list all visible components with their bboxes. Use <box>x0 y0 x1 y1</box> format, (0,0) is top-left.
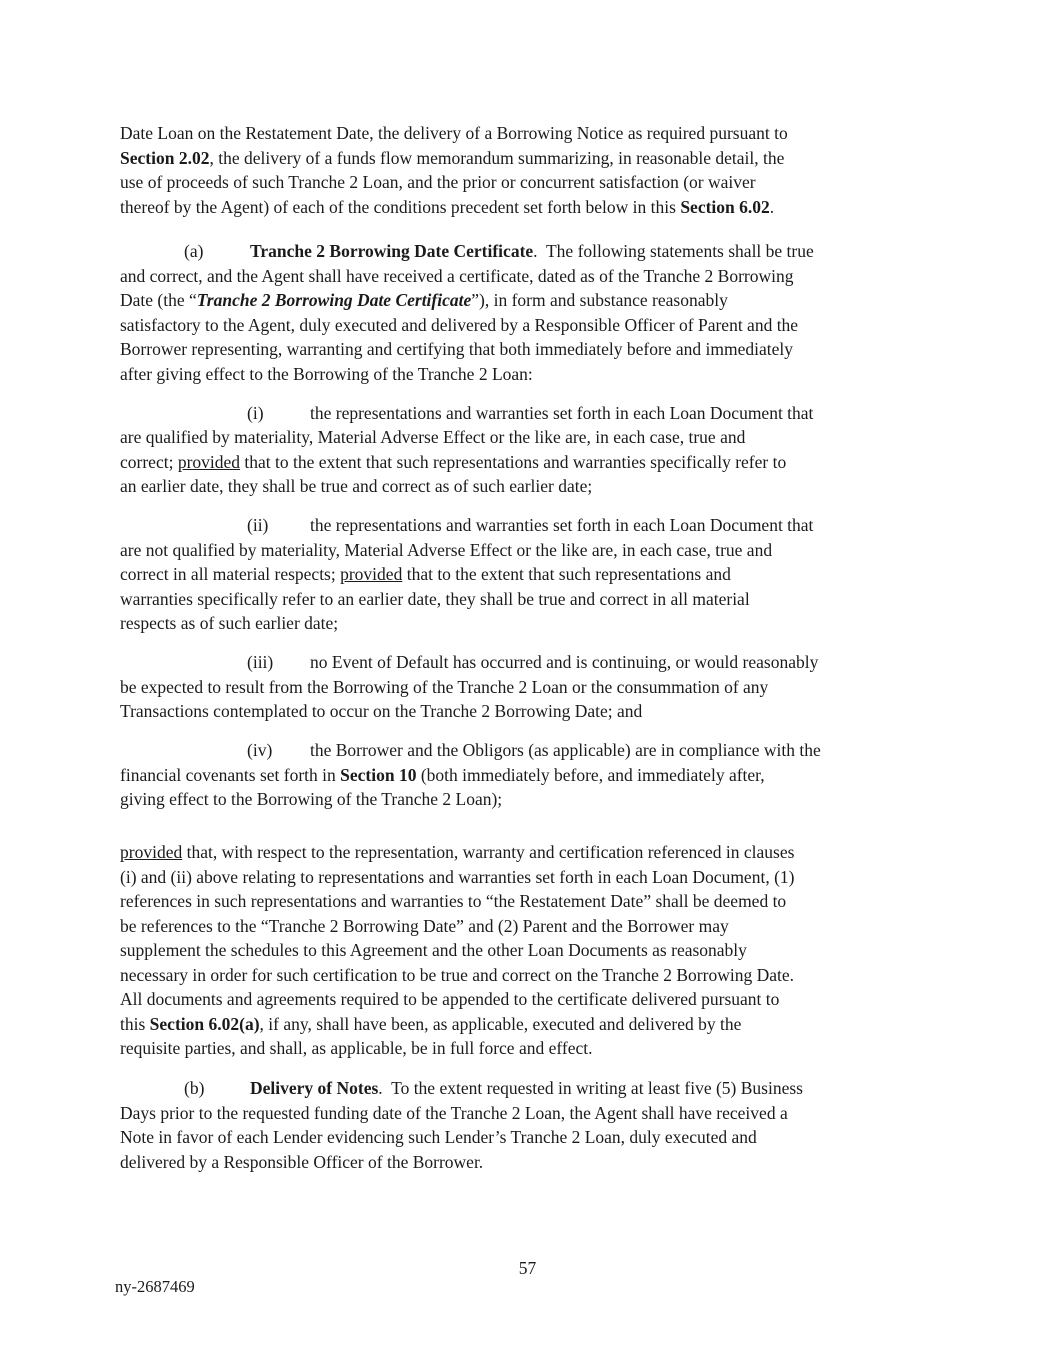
text-run: the representations and warranties set forth in each Loan Document that <box>310 402 814 423</box>
text-line <box>120 264 935 289</box>
clause-label: (iv) <box>247 740 273 760</box>
proviso-term: provided <box>120 842 183 862</box>
paragraph-b-delivery-of-notes <box>120 1076 935 1174</box>
text-line <box>120 1036 935 1061</box>
text-line <box>120 337 935 362</box>
clause-label: (a) <box>184 241 204 261</box>
text-run: . The following statements shall be true <box>533 241 814 261</box>
section-ref: Section 10 <box>340 764 417 785</box>
text-line <box>120 987 935 1012</box>
text-run: after giving effect to the Borrowing of the Tranche 2 Loan: <box>120 363 533 384</box>
text-run: (both immediately before, and immediately after, <box>416 764 765 785</box>
text-line <box>120 239 935 264</box>
text-run: delivered by a Responsible Officer of the Borrower. <box>120 1151 484 1172</box>
text-line <box>120 787 935 812</box>
proviso-term: provided <box>177 451 241 472</box>
text-line <box>120 121 935 146</box>
text-run: the representations and warranties set forth in each Loan Document that <box>310 515 814 535</box>
text-line <box>120 914 935 939</box>
text-run: references in such representations and warranties to “the Restatement Date” shall be deemed to <box>120 891 787 911</box>
text-line <box>120 513 935 538</box>
text-run: necessary in order for such certification to be true and correct on the Tranche 2 Borrowing Date. <box>120 964 794 985</box>
text-run: Note in favor of each Lender evidencing such Lender’s Tranche 2 Loan, duly executed and <box>120 1127 757 1147</box>
text-run: an earlier date, they shall be true and correct as of such earlier date; <box>120 476 593 496</box>
text-line <box>120 650 935 675</box>
text-line <box>120 840 935 865</box>
text-line <box>120 425 935 450</box>
text-run: Borrower representing, warranting and certifying that both immediately before and immediately <box>120 339 794 359</box>
text-line <box>120 195 935 220</box>
text-line <box>120 889 935 914</box>
text-run: thereof by the Agent) of each of the conditions precedent set forth below in this <box>120 196 681 217</box>
paragraph-continuation <box>120 121 935 219</box>
text-run: (i) and (ii) above relating to representations and warranties set forth in each Loan Document, (1) <box>120 866 795 887</box>
text-line <box>120 699 935 724</box>
text-run: that to the extent that such representations and <box>402 564 731 584</box>
text-line <box>120 938 935 963</box>
clause-iii <box>120 650 935 724</box>
clause-label: (iii) <box>247 652 274 672</box>
text-run: financial covenants set forth in <box>120 764 341 785</box>
text-line <box>120 1076 935 1101</box>
text-run: be expected to result from the Borrowing of the Tranche 2 Loan or the consummation of any <box>120 676 769 697</box>
text-line <box>120 611 935 636</box>
text-line <box>120 538 935 563</box>
text-run: . To the extent requested in writing at least five (5) Business <box>378 1078 803 1098</box>
heading-term: Delivery of Notes <box>250 1078 379 1098</box>
text-line <box>120 865 935 890</box>
text-run: correct in all material respects; <box>120 564 341 584</box>
proviso-term: provided <box>340 564 403 584</box>
text-run: warranties specifically refer to an earlier date, they shall be true and correct in all material <box>120 588 750 609</box>
document-text <box>120 121 935 1174</box>
text-run: this <box>120 1013 150 1034</box>
text-run: Days prior to the requested funding date of the Tranche 2 Loan, the Agent shall have received a <box>120 1102 788 1123</box>
section-ref: Section 6.02 <box>680 196 770 217</box>
text-line <box>120 170 935 195</box>
text-line <box>120 1150 935 1175</box>
clause-ii <box>120 513 935 636</box>
text-run: , if any, shall have been, as applicable, executed and delivered by the <box>259 1013 742 1034</box>
text-line <box>120 474 935 499</box>
paragraph-proviso <box>120 840 935 1061</box>
text-line <box>120 450 935 475</box>
text-line <box>120 401 935 426</box>
text-run: the Borrower and the Obligors (as applicable) are in compliance with the <box>310 740 821 760</box>
text-line <box>120 963 935 988</box>
text-line <box>120 738 935 763</box>
text-run: are not qualified by materiality, Material Adverse Effect or the like are, in each case, true and <box>120 539 773 560</box>
text-line <box>120 675 935 700</box>
text-run: satisfactory to the Agent, duly executed and delivered by a Responsible Officer of Parent and the <box>120 314 799 335</box>
text-line <box>120 146 935 171</box>
page-number: 57 <box>518 1258 537 1278</box>
text-line <box>120 587 935 612</box>
text-run: that to the extent that such representations and warranties specifically refer to <box>240 451 787 472</box>
text-run: be references to the “Tranche 2 Borrowing Date” and (2) Parent and the Borrower may <box>120 915 729 936</box>
text-run: Date (the “ <box>120 290 197 310</box>
text-line <box>120 288 935 313</box>
text-run: , the delivery of a funds flow memorandum summarizing, in reasonable detail, the <box>209 147 785 168</box>
text-run: are qualified by materiality, Material Adverse Effect or the like are, in each case, true and <box>120 427 746 447</box>
text-run: that, with respect to the representation, warranty and certification referenced in clauses <box>182 842 795 862</box>
text-run: correct; <box>120 451 178 472</box>
defined-term: Tranche 2 Borrowing Date Certificate <box>196 290 472 310</box>
text-run: supplement the schedules to this Agreement and the other Loan Documents as reasonably <box>120 940 747 960</box>
text-run: and correct, and the Agent shall have received a certificate, dated as of the Tranche 2 Borrowing <box>120 265 794 286</box>
text-run: ”), in form and substance reasonably <box>471 290 728 310</box>
text-line <box>120 1125 935 1150</box>
clause-label: (ii) <box>247 515 269 535</box>
clause-label: (b) <box>184 1078 205 1098</box>
text-run: Transactions contemplated to occur on the Tranche 2 Borrowing Date; and <box>120 701 643 721</box>
text-line <box>120 313 935 338</box>
text-run: Date Loan on the Restatement Date, the delivery of a Borrowing Notice as required pursuant to <box>120 123 788 143</box>
text-run: requisite parties, and shall, as applicable, be in full force and effect. <box>120 1038 593 1058</box>
text-line <box>120 562 935 587</box>
paragraph-a-tranche-2-borrowing-date-certificate <box>120 239 935 386</box>
text-line <box>120 362 935 387</box>
text-run: . <box>769 196 775 217</box>
text-line <box>120 763 935 788</box>
clause-i <box>120 401 935 499</box>
clause-iv <box>120 738 935 812</box>
section-ref: Section 6.02(a) <box>149 1013 260 1034</box>
text-line <box>120 1012 935 1037</box>
text-run: no Event of Default has occurred and is continuing, or would reasonably <box>310 652 819 672</box>
text-run: respects as of such earlier date; <box>120 613 339 633</box>
clause-label: (i) <box>247 402 264 423</box>
document-control-number: ny-2687469 <box>115 1277 195 1296</box>
heading-term: Tranche 2 Borrowing Date Certificate <box>250 241 534 261</box>
text-run: All documents and agreements required to be appended to the certificate delivered pursuant to <box>120 989 780 1009</box>
text-run: giving effect to the Borrowing of the Tranche 2 Loan); <box>120 789 503 809</box>
section-ref: Section 2.02 <box>120 147 210 168</box>
text-line <box>120 1101 935 1126</box>
text-run: use of proceeds of such Tranche 2 Loan, and the prior or concurrent satisfaction (or waiver <box>120 172 756 192</box>
